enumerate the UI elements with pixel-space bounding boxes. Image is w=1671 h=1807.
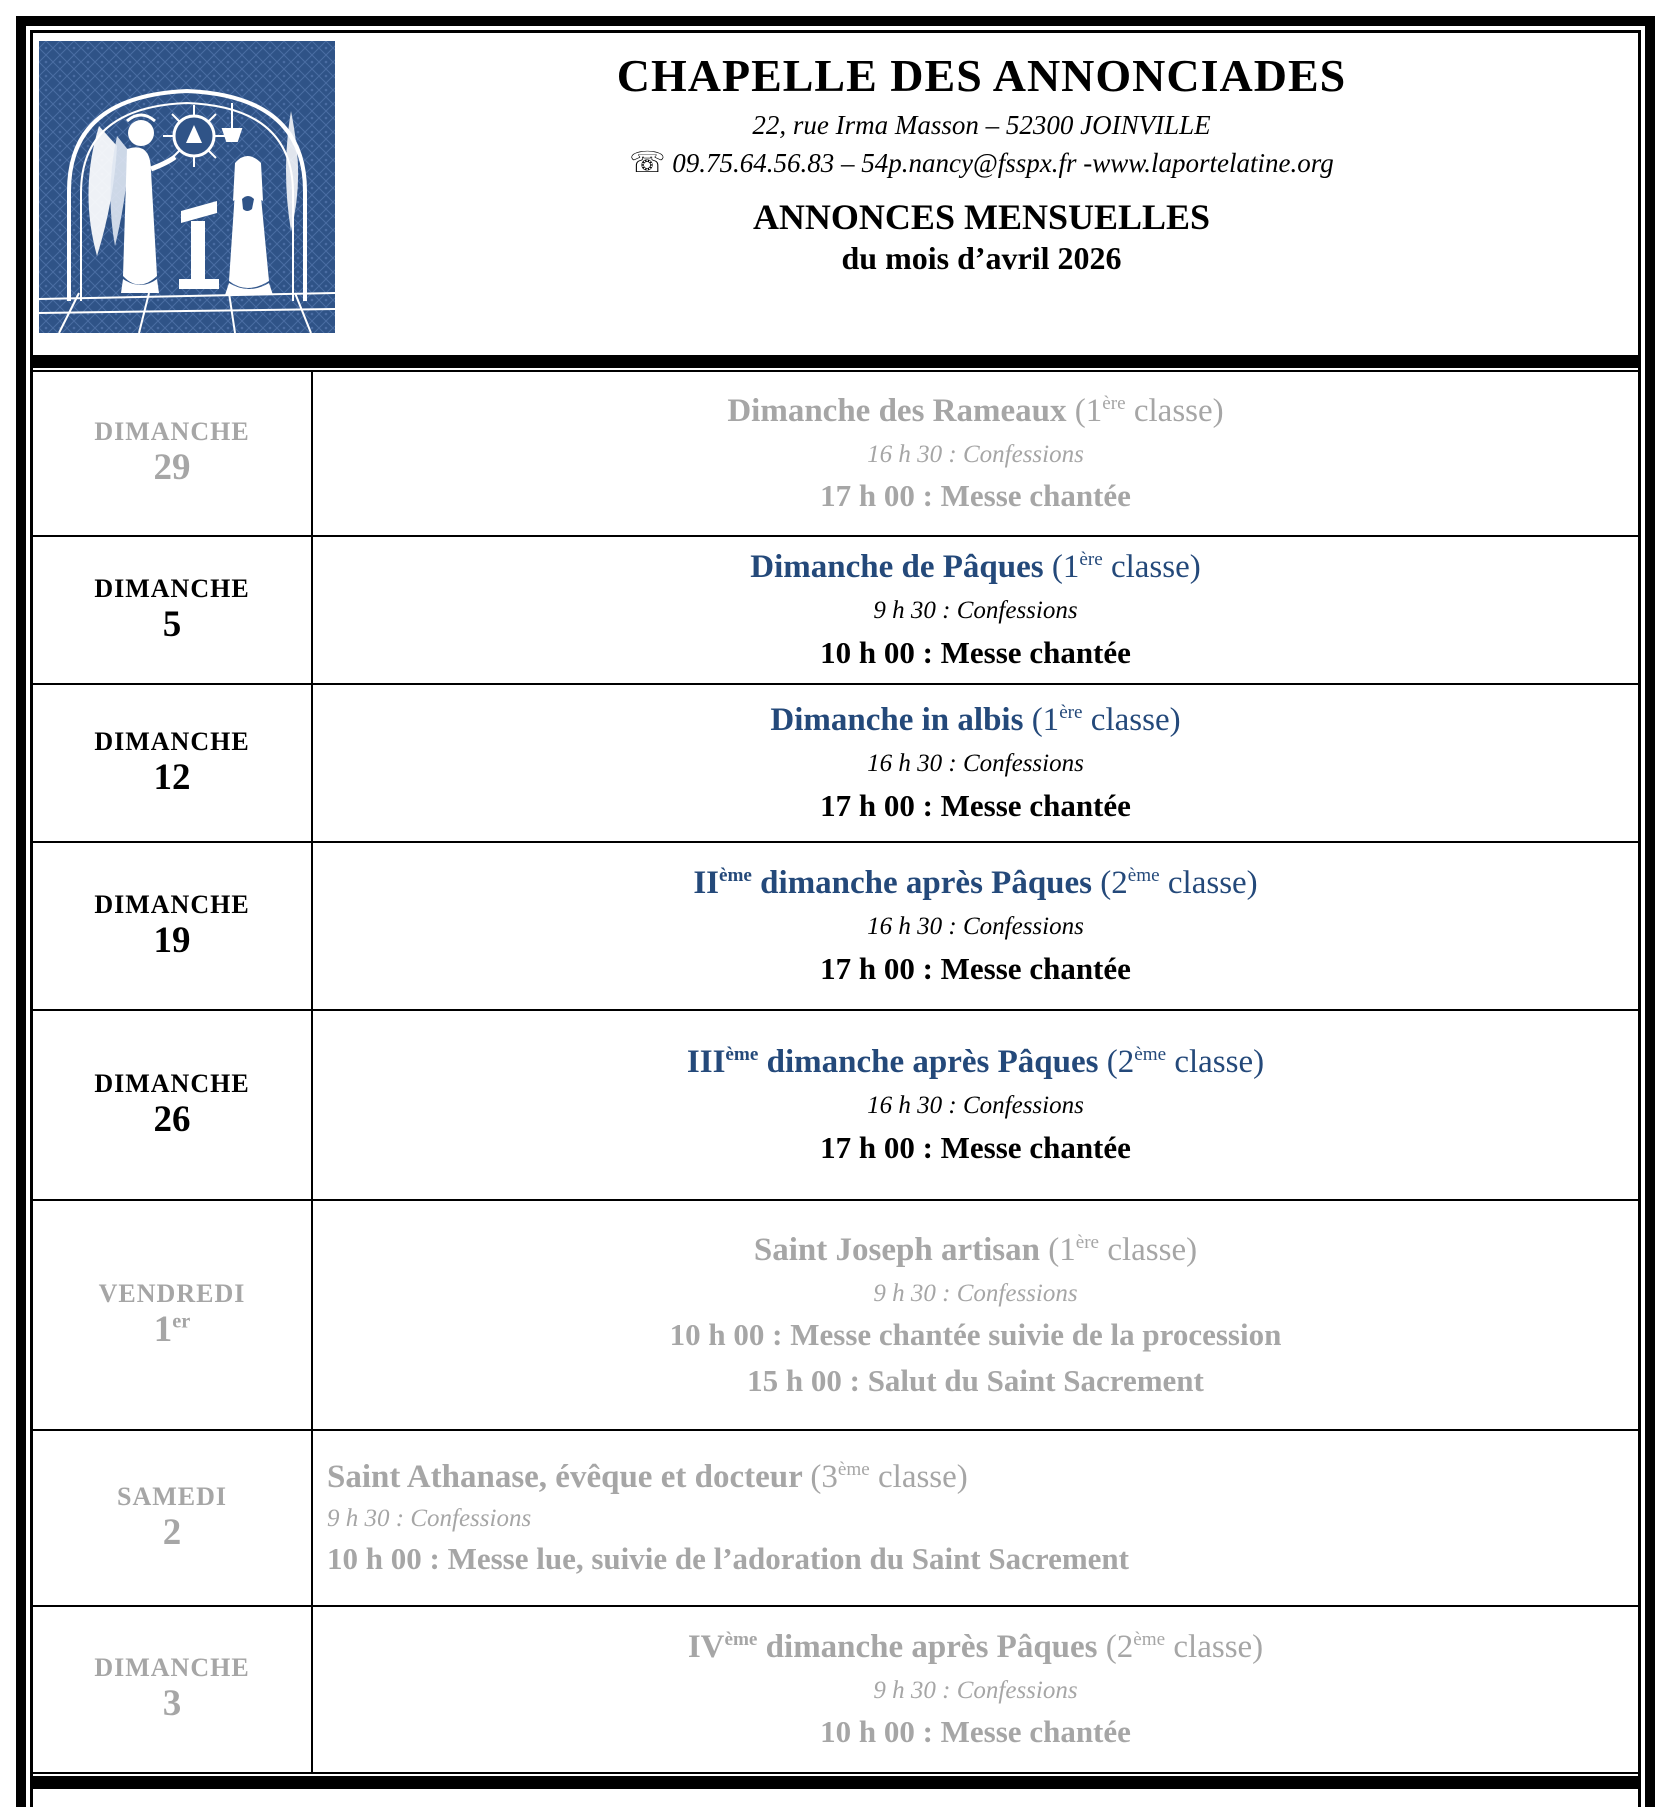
mass-line: 17 h 00 : Messe chantée [820,478,1131,514]
month-line: du mois d’avril 2026 [841,239,1122,276]
event-title: Dimanche des Rameaux (1ère classe) [727,392,1224,429]
day-name: VENDREDI [98,1278,246,1308]
outer-border-frame [16,16,1655,1807]
day-number: 1er [153,1308,191,1350]
annunciation-engraving-image [39,41,335,333]
event-class: (3ème classe) [810,1459,968,1496]
chapel-title: CHAPELLE DES ANNONCIADES [616,50,1347,101]
confessions-line: 9 h 30 : Confessions [873,597,1078,625]
mass-line: 17 h 00 : Messe chantée [820,1129,1131,1165]
day-number: 19 [153,919,191,961]
inner-border-frame [30,30,1641,1807]
day-name: DIMANCHE [94,889,250,919]
mass-line: 10 h 00 : Messe lue, suivie de l’adoration du Saint Sacrement [327,1540,1129,1576]
confessions-line: 9 h 30 : Confessions [327,1505,532,1533]
day-cell [33,1431,313,1605]
confessions-line: 16 h 30 : Confessions [867,440,1084,468]
chapel-address: 22, rue Irma Masson – 52300 JOINVILLE [752,109,1211,140]
day-cell [33,537,313,683]
event-class: (1ère classe) [1051,549,1201,586]
event-class: (1ère classe) [1031,702,1181,739]
event-class: (1ère classe) [1048,1231,1198,1268]
day-cell [33,372,313,535]
confessions-line: 16 h 30 : Confessions [867,1092,1084,1120]
confessions-line: 16 h 30 : Confessions [867,750,1084,778]
chapel-contact-line [629,145,1334,180]
day-number: 29 [153,447,191,489]
day-cell [33,1011,313,1199]
event-cell [313,372,1638,535]
table-row [33,537,1638,685]
confessions-line: 16 h 30 : Confessions [867,913,1084,941]
event-class: (1ère classe) [1074,392,1224,429]
table-row [33,1607,1638,1774]
day-cell [33,843,313,1009]
day-cell [33,1607,313,1772]
event-title: IVème dimanche après Pâques (2ème classe) [687,1628,1264,1665]
event-class: (2ème classe) [1100,865,1258,902]
event-cell [313,1607,1638,1772]
table-row [33,1201,1638,1431]
header-text-block [335,41,1628,277]
day-name: SAMEDI [116,1481,227,1511]
extra-line: 15 h 00 : Salut du Saint Sacrement [747,1362,1204,1398]
event-title: Saint Athanase, évêque et docteur (3ème classe) [327,1459,968,1496]
table-row [33,843,1638,1011]
event-cell [313,685,1638,841]
mass-line: 17 h 00 : Messe chantée [820,950,1131,986]
day-number: 3 [162,1683,182,1725]
event-cell [313,843,1638,1009]
day-number: 26 [153,1098,191,1140]
table-row [33,1011,1638,1201]
schedule-table [33,370,1638,1774]
day-name: DIMANCHE [94,417,250,447]
confessions-line: 9 h 30 : Confessions [873,1676,1078,1704]
announcements-heading: ANNONCES MENSUELLES [752,196,1211,237]
telephone-icon: ☏ [629,146,666,179]
day-number: 12 [153,756,191,798]
contact-text: 09.75.64.56.83 – 54p.nancy@fsspx.fr -www.laportelatine.org [672,147,1334,178]
event-class: (2ème classe) [1105,1628,1264,1665]
footer-separator-bar [33,1776,1638,1789]
day-name: DIMANCHE [94,726,250,756]
event-cell [313,1431,1638,1605]
header-separator-bar [33,355,1638,368]
mass-line: 10 h 00 : Messe chantée [820,1714,1131,1750]
table-row [33,372,1638,537]
table-row [33,685,1638,843]
event-title: IIème dimanche après Pâques (2ème classe) [693,865,1258,902]
event-cell [313,1011,1638,1199]
mass-line: 10 h 00 : Messe chantée suivie de la procession [669,1317,1282,1353]
day-name: DIMANCHE [94,573,250,603]
day-cell [33,685,313,841]
document-header [33,33,1638,355]
event-cell [313,537,1638,683]
day-number: 5 [162,603,182,645]
event-title: Dimanche de Pâques (1ère classe) [750,549,1201,586]
table-row [33,1431,1638,1607]
event-title: Saint Joseph artisan (1ère classe) [753,1231,1198,1268]
day-name: DIMANCHE [94,1068,250,1098]
event-title: IIIème dimanche après Pâques (2ème classe) [686,1044,1265,1081]
day-number: 2 [162,1511,182,1553]
confessions-line: 9 h 30 : Confessions [873,1279,1078,1307]
mass-line: 10 h 00 : Messe chantée [820,634,1131,670]
event-cell [313,1201,1638,1429]
day-name: DIMANCHE [94,1653,250,1683]
mass-line: 17 h 00 : Messe chantée [820,787,1131,823]
event-title: Dimanche in albis (1ère classe) [770,702,1181,739]
day-cell [33,1201,313,1429]
event-class: (2ème classe) [1106,1044,1265,1081]
